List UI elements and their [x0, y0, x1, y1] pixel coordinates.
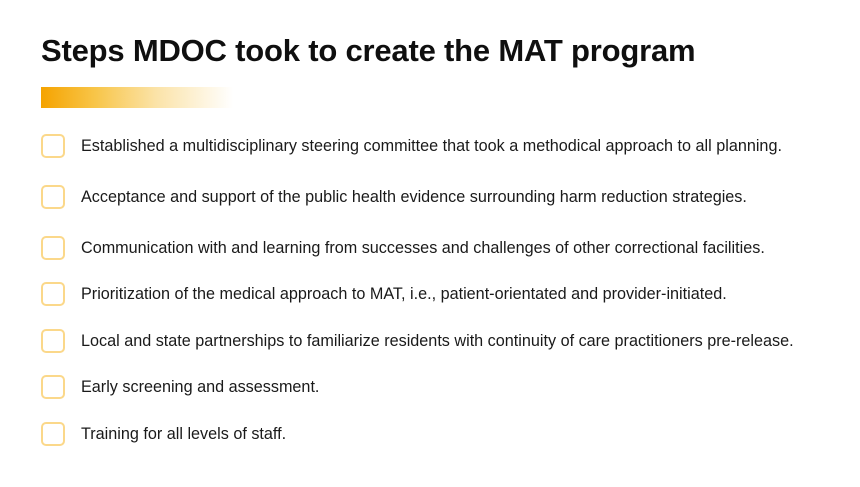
checkbox-icon — [41, 236, 65, 260]
checkbox-icon — [41, 422, 65, 446]
checklist-item-text: Training for all levels of staff. — [81, 424, 287, 443]
checklist-item — [41, 235, 765, 261]
checklist-item-text: Prioritization of the medical approach to MAT, i.e., patient-orientated and provider-initiated. — [81, 284, 727, 303]
checklist-item-text: Established a multidisciplinary steering committee that took a methodical approach to all planning. — [81, 136, 782, 155]
checklist-item — [41, 133, 782, 159]
checklist-item — [41, 421, 286, 447]
checklist-item-text: Communication with and learning from successes and challenges of other correctional facilities. — [81, 238, 765, 257]
checklist-item-text: Early screening and assessment. — [81, 377, 320, 396]
page-title: Steps MDOC took to create the MAT program — [41, 33, 696, 68]
checklist-item — [41, 374, 319, 400]
checkbox-icon — [41, 329, 65, 353]
checkbox-icon — [41, 282, 65, 306]
checkbox-icon — [41, 185, 65, 209]
checkbox-icon — [41, 134, 65, 158]
checkbox-icon — [41, 375, 65, 399]
checklist-item — [41, 328, 794, 354]
checklist-item-text: Acceptance and support of the public health evidence surrounding harm reduction strategies. — [81, 187, 747, 206]
checklist-item — [41, 281, 727, 307]
steps-checklist — [41, 0, 856, 487]
checklist-item-text: Local and state partnerships to familiarize residents with continuity of care practitioners pre-release. — [81, 331, 794, 350]
checklist-item — [41, 184, 747, 210]
